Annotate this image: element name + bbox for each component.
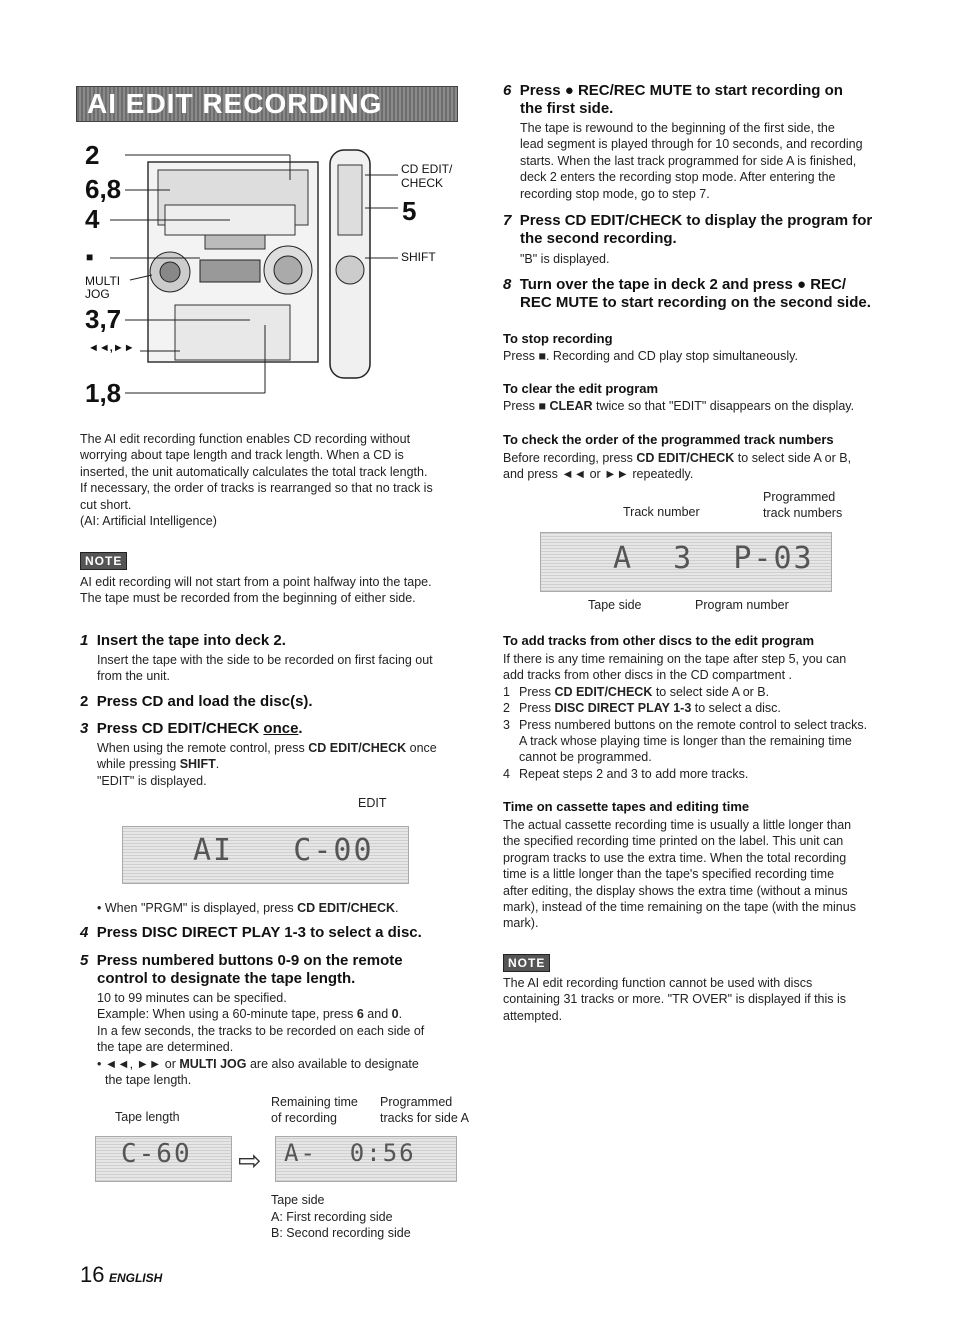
label-shift: SHIFT [401,250,436,264]
step-6-title: 6 Press ● REC/REC MUTE to start recording on the first side. [503,82,843,117]
intro-paragraph: The AI edit recording function enables CD recording without worrying about tape length and track length. When a CD is inserted, the unit automatically calculates the total track length. If necessary, the order of tracks is rearranged so that no track is cut short. (AI: Artificial Intelligence) [80,432,433,529]
label-check: CHECK [401,176,444,190]
label-stop: ■ [86,250,94,264]
cap-programmed-a: Programmed tracks for side A [380,1095,469,1125]
label-3-7: 3,7 [85,304,122,334]
label-5: 5 [402,196,417,226]
page-language: ENGLISH [108,1271,163,1285]
stop-body: Press ■. Recording and CD play stop simultaneously. [503,349,798,363]
cap-remaining: Remaining time of recording [271,1095,358,1125]
time-body: The actual cassette recording time is usually a little longer than the specified recording time printed on the label. This unit can program tracks to use the extra time. When the total recording time is a little longer than the tape's specified recording time after editing, the display shows the extra time (without a minus mark), instead of the time remaining on the tape (with the minus mark). [503,818,856,931]
label-jog: JOG [85,287,110,301]
lcd-remaining-text: A- 0:56 [284,1139,416,1167]
step-2-title: 2 Press CD and load the disc(s). [80,693,313,710]
clear-title: To clear the edit program [503,381,659,396]
note-text-2: The AI edit recording function cannot be used with discs containing 31 tracks or more. "TR OVER" is displayed if this is attempted. [503,976,847,1023]
arrow-icon: ⇨ [238,1145,262,1176]
label-6-8: 6,8 [85,174,122,204]
lcd-tape-length-text: C-60 [121,1139,192,1169]
step-3-body: When using the remote control, press CD EDIT/CHECK once while pressing SHIFT. "EDIT" is displayed. [97,741,437,788]
section-title-banner [76,86,458,122]
step-3-title: 3 Press CD EDIT/CHECK once. [80,720,303,737]
lcd-display-check [540,532,832,592]
cap-tape-side-left: Tape side A: First recording side B: Second recording side [271,1193,411,1240]
label-1-8: 1,8 [85,378,122,408]
step-4-title: 4 Press DISC DIRECT PLAY 1-3 to select a disc. [80,924,422,941]
label-multi: MULTI [85,274,121,288]
page-footer [80,1262,162,1288]
cap-tape-length: Tape length [115,1110,180,1124]
edit-label: EDIT [358,796,387,810]
step-8-title: 8 Turn over the tape in deck 2 and press ● REC/ REC MUTE to start recording on the second side. [503,276,871,311]
bullet-prgm: • When "PRGM" is displayed, press CD EDIT/CHECK. [97,901,399,915]
label-cd-edit: CD EDIT/ [401,162,453,176]
step-5-body: 10 to 99 minutes can be specified. Example: When using a 60-minute tape, press 6 and 0. In a few seconds, the tracks to be recorded on each side of the tape are determined. • ◄◄, ►► or MULTI JOG are also available to designate the tape length. [97,991,425,1088]
time-title: Time on cassette tapes and editing time [503,799,750,814]
check-title: To check the order of the programmed track numbers [503,432,834,447]
step-7-title: 7 Press CD EDIT/CHECK to display the program for the second recording. [503,212,873,247]
stop-title: To stop recording [503,331,613,346]
section-title: AI EDIT RECORDING [87,88,383,119]
step-1-title: 1 Insert the tape into deck 2. [80,632,286,649]
lcd-edit-text: AI C-00 [193,833,374,868]
step-1-body: Insert the tape with the side to be recorded on first facing out from the unit. [97,653,433,684]
step-5-title: 5 Press numbered buttons 0-9 on the remote control to designate the tape length. [80,952,403,987]
label-4: 4 [85,204,100,234]
lcd-display-remaining [275,1136,457,1182]
label-skip: ◄◄,►► [88,342,135,354]
check-body: Before recording, press CD EDIT/CHECK to select side A or B, and press ◄◄ or ►► repeatedly. [503,451,852,482]
cap-program-number: Program number [695,598,789,612]
step-6-body: The tape is rewound to the beginning of the first side, the lead segment is played through for 10 seconds, and recording starts. When the last track programmed for side A is finished, deck 2 enters the recording stop mode. After entering the recording stop mode, go to step 7. [520,121,863,201]
clear-body: Press ■ CLEAR twice so that "EDIT" disappears on the display. [503,399,855,413]
lcd-display-tape-length [95,1136,232,1182]
note-badge-2: NOTE [503,954,550,972]
cap-tape-side-right: Tape side [588,598,642,612]
lcd-check-text: A 3 P-03 [613,541,814,576]
note-badge: NOTE [80,552,127,570]
cap-track-number: Track number [623,505,700,519]
cap-programmed-tracks: Programmed track numbers [763,490,843,520]
note-text: AI edit recording will not start from a point halfway into the tape. The tape must be recorded from the beginning of either side. [80,575,432,606]
add-body: If there is any time remaining on the tape after step 5, you can add tracks from other discs in the CD compartment . 1 Press CD EDIT/CHECK to select side A or B. 2 Press DISC DIRECT PLAY 1-3 to select a disc. 3 Press numbered buttons on the remote control to select tracks. A track whose playing time is longer than the remaining time cannot be programmed. 4 Repeat steps 2 and 3 to add more tracks. [503,652,868,781]
page-number: 16 [80,1262,105,1287]
label-2: 2 [85,140,100,170]
step-7-body: "B" is displayed. [520,252,610,266]
add-title: To add tracks from other discs to the edit program [503,633,815,648]
lcd-display-edit [122,826,409,884]
